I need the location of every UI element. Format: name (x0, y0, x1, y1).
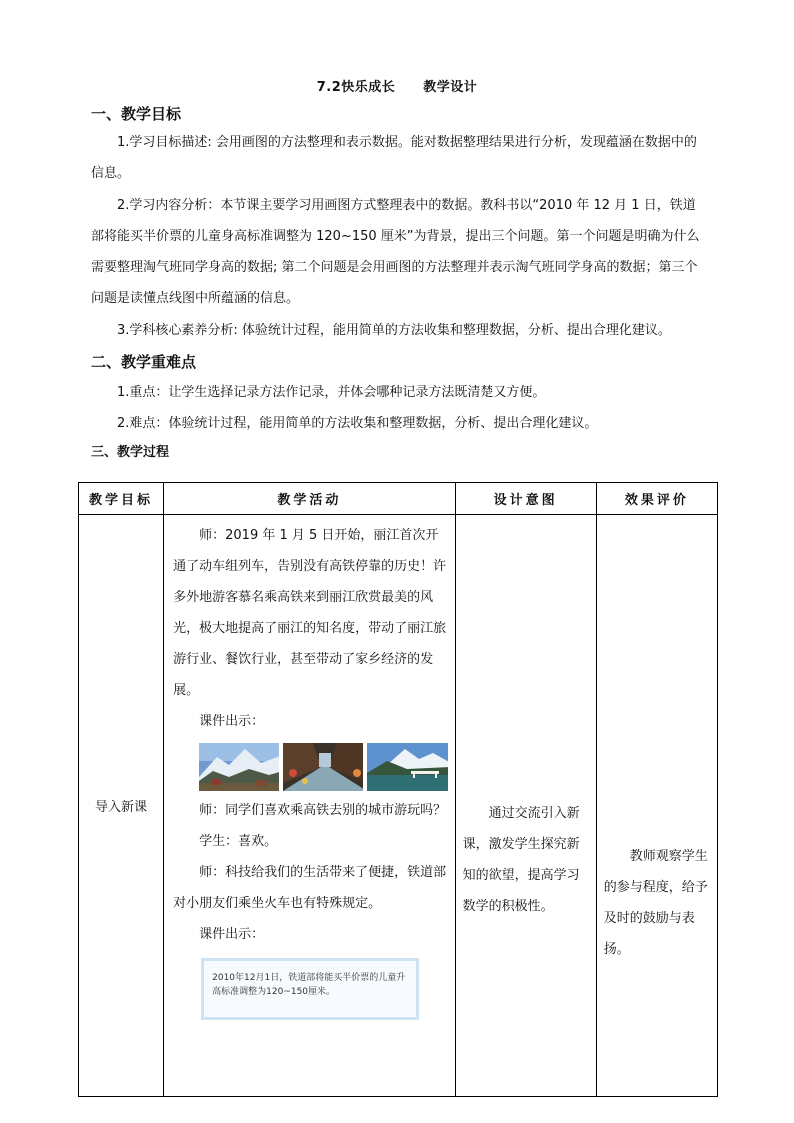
document-title (0, 76, 794, 95)
header-effect-evaluation: 效果评价 (596, 483, 717, 515)
header-teaching-activity: 教学活动 (164, 483, 455, 515)
section-heading-key-points: 二、教学重难点 (91, 353, 197, 371)
key-point-2: 2.难点：体验统计过程，能用简单的方法收集和整理数据，分析、提出合理化建议。 (117, 416, 598, 431)
table-row (79, 515, 718, 1097)
key-point-1: 1.重点：让学生选择记录方法作记录，并体会哪种记录方法既清楚又方便。 (117, 385, 546, 400)
activity-paragraph-2: 课件出示： (199, 714, 265, 729)
title-main: 快乐成长 (341, 80, 396, 95)
goal-paragraph-3: 3.学科核心素养分析: 体验统计过程，能用简单的方法收集和整理数据，分析、提出合理化建议。 (117, 323, 671, 338)
courseware-notice-card (201, 958, 419, 1020)
section-heading-process: 三、教学过程 (91, 445, 170, 460)
river-bridge-photo (367, 743, 447, 791)
evaluation-text: 教师观察学生的参与程度，给予及时的鼓励与表扬。 (603, 849, 708, 957)
evaluation-cell (596, 515, 717, 1097)
activity-paragraph-3: 师：同学们喜欢乘高铁去别的城市游玩吗？ (199, 803, 447, 818)
activity-paragraph-1: 师：2019 年 1 月 5 日开始，丽江首次开通了动车组列车，告别没有高铁停靠的历史！许多外地游客慕名乘高铁来到丽江欣赏最美的风光，极大地提高了丽江的知名度，带动了丽江旅游行业、餐饮行业，甚至带动了家乡经济的发展。 (173, 528, 447, 698)
activity-paragraph-6: 课件出示： (199, 927, 265, 942)
table-header-row (79, 483, 718, 515)
intent-text: 通过交流引入新课，激发学生探究新知的欲望，提高学习数学的积极性。 (462, 806, 580, 914)
notice-text: 2010年12月1日，铁道部将能买半价票的儿童升高标准调整为120~150厘米。 (212, 973, 406, 997)
teaching-process-table (78, 482, 718, 1097)
snow-mountain-photo (199, 743, 279, 791)
header-design-intent: 设计意图 (455, 483, 596, 515)
goal-paragraph-1: 1.学习目标描述: 会用画图的方法整理和表示数据。能对数据整理结果进行分析，发现蕴涵在数据中的信息。 (91, 135, 697, 181)
activity-paragraph-5: 师：科技给我们的生活带来了便捷，铁道部对小朋友们乘坐火车也有特殊规定。 (173, 865, 447, 911)
header-teaching-goal: 教学目标 (79, 483, 164, 515)
goal-cell-text: 导入新课 (95, 800, 148, 815)
intent-cell (455, 515, 596, 1097)
old-town-street-photo (283, 743, 363, 791)
activity-paragraph-4: 学生：喜欢。 (199, 834, 278, 849)
section-heading-goals: 一、教学目标 (91, 105, 182, 123)
activity-cell (164, 515, 455, 1097)
goal-paragraph-2: 2.学习内容分析：本节课主要学习用画图方式整理表中的数据。教科书以“2010 年 12 月 1 日，铁道部将能买半价票的儿童身高标准调整为 120~150 厘米”为背景，提出三个问题。第一个问题是明确为什么需要整理淘气班同学身高的数据; 第二个问题是会用画图的方法整理并表示淘气班同学身高的数据；第三个问题是读懂点线图中所蕴涵的信息。 (91, 198, 700, 306)
title-suffix: 教学设计 (423, 80, 478, 95)
title-number: 7.2 (316, 80, 342, 95)
photo-strip (173, 737, 447, 795)
goal-cell (79, 515, 164, 1097)
